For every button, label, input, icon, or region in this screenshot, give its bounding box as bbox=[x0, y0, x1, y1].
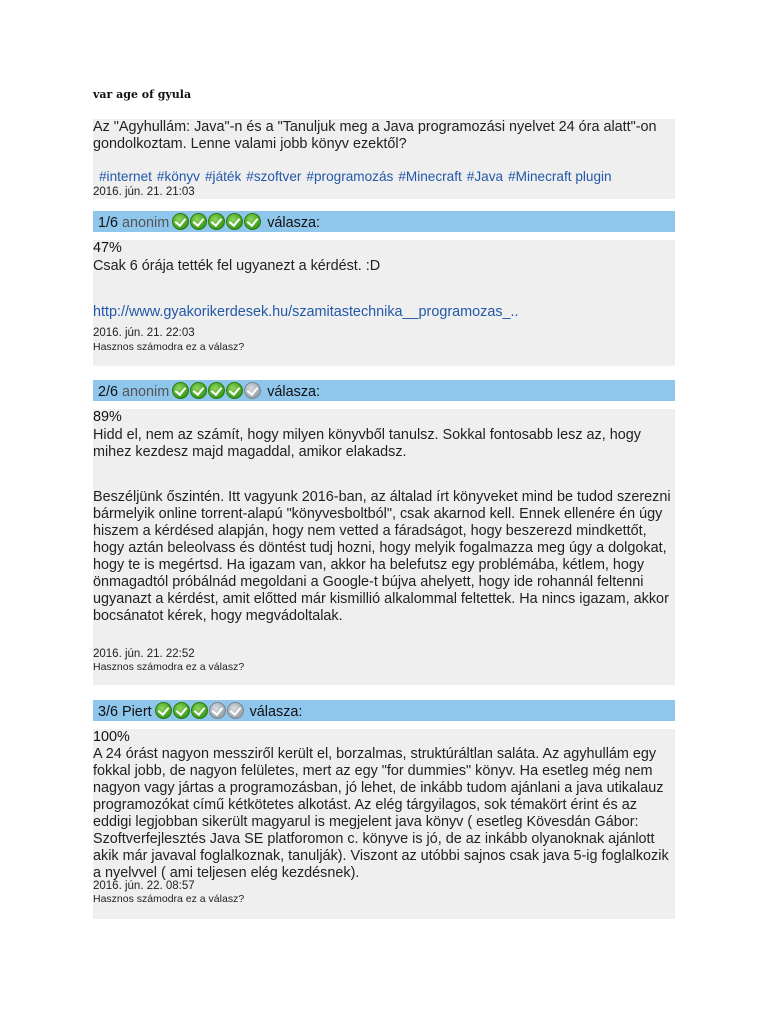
tag-link[interactable]: #játék bbox=[204, 169, 242, 184]
tag-link[interactable]: #Minecraft bbox=[398, 169, 462, 184]
answer-date: 2016. jún. 21. 22:52 bbox=[93, 648, 195, 660]
answer-text: A 24 órást nagyon messziről került el, borzalmas, struktúráltlan saláta. Az agyhullám egy fokkal jobb, de nagyon felületes, mert az egy "for dummies" könyv. Ha esetleg még nem nagyon vagy jártas a programozásban, jó lehet, de inkább tudom ajánlani a java utikalauz programozókat című kétkötetes alkotást. Az elég tárgyilagos, sok témakört érint és az eddigi legjobban sikerült magyarul is megjelent java könyv ( esetleg Kövesdán Gábor: Szoftverfejlesztés Java SE platforomon c. könyve is jó, de az inkább olyanoknak ajánlott akik már javaval foglalkoznak, tanulják). Viszont az utóbbi sajnos csak java 5-ig foglalkozik a nyelvvel ( ami teljesen elég kezdésnek). bbox=[93, 746, 669, 881]
answer-percent: 47% bbox=[93, 240, 122, 256]
tag-link[interactable]: #Minecraft plugin bbox=[508, 169, 612, 184]
helpful-question[interactable]: Hasznos számodra ez a válasz? bbox=[93, 893, 245, 905]
check-gray-icon bbox=[244, 382, 261, 399]
answer-link[interactable]: http://www.gyakorikerdesek.hu/szamitastechnika__programozas_.. bbox=[93, 304, 519, 320]
check-green-icon bbox=[172, 382, 189, 399]
answer-percent: 89% bbox=[93, 409, 122, 425]
rating-icons bbox=[172, 382, 262, 404]
answer-text: Beszéljünk őszintén. Itt vagyunk 2016-ban, az általad írt könyveket mind be tudod szerezni bármelyik online torrent-alapú "könyvesboltból", csak akarnod kell. Ennek ellenére én úgy hiszem a kérdésed alapján, hogy nem vetted a fáradságot, hogy beszerezd mindkettőt, hogy aztán beleolvass és döntést tudj hozni, hogy melyik fogalmazza meg úgy a dolgokat, hogy te is megértsd. Ha igazam van, akkor ha belefutsz egy problémába, kétlem, hogy önmagadtól próbálnád megoldani a Google-t bújva ahelyett, hogy ide rohannál feltenni ugyanazt a kérdést, amit előtted már kismillió alkalommal feltettek. Ha nincs igazam, akkor bocsánatot kérek, hogy megvádoltalak. bbox=[93, 489, 671, 624]
check-green-icon bbox=[155, 702, 172, 719]
tag-link[interactable]: #könyv bbox=[156, 169, 200, 184]
answer-body bbox=[93, 409, 675, 685]
check-green-icon bbox=[173, 702, 190, 719]
check-green-icon bbox=[226, 213, 243, 230]
helpful-question[interactable]: Hasznos számodra ez a válasz? bbox=[93, 661, 245, 673]
answer-header bbox=[93, 211, 675, 232]
check-green-icon bbox=[208, 213, 225, 230]
rating-icons bbox=[155, 702, 245, 724]
answer-body bbox=[93, 729, 675, 919]
check-green-icon bbox=[190, 213, 207, 230]
check-green-icon bbox=[191, 702, 208, 719]
check-gray-icon bbox=[209, 702, 226, 719]
answer-body bbox=[93, 240, 675, 366]
check-gray-icon bbox=[227, 702, 244, 719]
check-green-icon bbox=[208, 382, 225, 399]
tag-link[interactable]: #szoftver bbox=[246, 169, 302, 184]
answer-header bbox=[93, 700, 675, 721]
answer-header bbox=[93, 380, 675, 401]
tag-link[interactable]: #internet bbox=[99, 169, 152, 184]
check-green-icon bbox=[226, 382, 243, 399]
answer-suffix: válasza: bbox=[249, 704, 303, 720]
check-green-icon bbox=[244, 213, 261, 230]
answer-suffix: válasza: bbox=[267, 384, 321, 400]
answer-author[interactable]: anonim bbox=[122, 215, 170, 231]
tag-list bbox=[99, 169, 617, 185]
rating-icons bbox=[172, 213, 262, 235]
check-green-icon bbox=[190, 382, 207, 399]
answer-number: 1/6 bbox=[98, 215, 119, 231]
answer-suffix: válasza: bbox=[267, 215, 321, 231]
question-date: 2016. jún. 21. 21:03 bbox=[93, 186, 195, 198]
answer-number: 2/6 bbox=[98, 384, 119, 400]
answer-author[interactable]: anonim bbox=[122, 384, 170, 400]
question-block bbox=[93, 119, 675, 199]
check-green-icon bbox=[172, 213, 189, 230]
answer-author[interactable]: Piert bbox=[122, 704, 152, 720]
tag-link[interactable]: #Java bbox=[466, 169, 504, 184]
page-title: var age of gyula bbox=[93, 88, 192, 101]
answer-date: 2016. jún. 22. 08:57 bbox=[93, 880, 195, 892]
question-text: Az "Agyhullám: Java"-n és a "Tanuljuk meg a Java programozási nyelvet 24 óra alatt"-on gondolkoztam. Lenne valami jobb könyv ezektől? bbox=[93, 119, 657, 152]
answer-percent: 100% bbox=[93, 729, 130, 745]
answer-text: Csak 6 órája tették fel ugyanezt a kérdést. :D bbox=[93, 258, 381, 274]
answer-number: 3/6 bbox=[98, 704, 119, 720]
answer-text: Hidd el, nem az számít, hogy milyen könyvből tanulsz. Sokkal fontosabb lesz az, hogy mihez kezdesz majd magaddal, amikor elakadsz. bbox=[93, 427, 641, 460]
answer-date: 2016. jún. 21. 22:03 bbox=[93, 327, 195, 339]
tag-link[interactable]: #programozás bbox=[306, 169, 394, 184]
helpful-question[interactable]: Hasznos számodra ez a válasz? bbox=[93, 341, 245, 353]
